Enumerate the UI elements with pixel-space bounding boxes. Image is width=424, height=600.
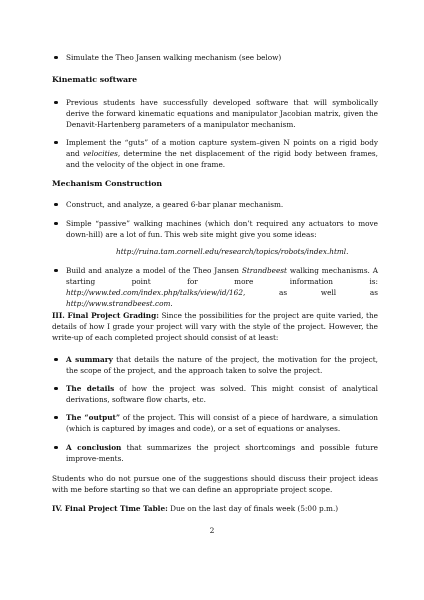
- bullet-icon: [54, 416, 58, 420]
- url-text: http://ruina.tam.cornell.edu/research/topics/robots/index.html.: [116, 247, 349, 256]
- bullet-icon: [54, 222, 58, 226]
- bullet-icon: [54, 101, 58, 105]
- list-item: Build and analyze a model of the Theo Jansen Strandbeest walking mechanisms. A starting point for more information is: http://www.ted.com/index.php/talks/view/id/162, as well as http://www.strandbeest.com.: [52, 265, 378, 309]
- bullet-icon: [54, 446, 58, 450]
- bullet-icon: [54, 269, 58, 273]
- closing-paragraph: Students who do not pursue one of the suggestions should discuss their project ideas with me before starting so that we can define an appropriate project scope.: [52, 474, 378, 494]
- list-item: Previous students have successfully developed software that will symbolically derive the forward kinematic equations and manipulator Jacobian matrix, given the Denavit-Hartenberg parameters of a manipulator mechanism.: [52, 97, 378, 130]
- list-item: Simulate the Theo Jansen walking mechanism (see below): [52, 52, 378, 63]
- bullet-icon: [54, 141, 58, 145]
- list-item: Construct, and analyze, a geared 6-bar planar mechanism.: [52, 199, 378, 210]
- list-item: The “output” of the project. This will consist of a piece of hardware, a simulation (which is captured by images and code), or a set of equations or analyses.: [52, 412, 378, 434]
- list-item: A summary that details the nature of the project, the motivation for the project, the scope of the project, and the approach taken to solve the project.: [52, 354, 378, 376]
- section-heading-kinematic: Kinematic software: [52, 75, 138, 84]
- list-item: A conclusion that summarizes the project shortcomings and possible future improve-ments.: [52, 442, 378, 464]
- list-item: Simple “passive” walking machines (which don’t required any actuators to move down-hill) are a lot of fun. This web site might give you some ideas:: [52, 218, 378, 240]
- bullet-icon: [54, 358, 58, 362]
- list-item: Implement the “guts” of a motion capture system–given N points on a rigid body and velocities, determine the net displacement of the rigid body between frames, and the velocity of the object in one frame.: [52, 137, 378, 170]
- list-item: The details of how the project was solved. This might consist of analytical derivations, software flow charts, etc.: [52, 383, 378, 405]
- bullet-icon: [54, 387, 58, 391]
- section-3-paragraph: III. Final Project Grading: Since the possibilities for the project are quite varied, the details of how I grade your project will vary with the style of the project. However, the write-up of each completed project should consist of at least:: [52, 311, 379, 342]
- section-4-paragraph: IV. Final Project Time Table: Due on the last day of finals week (5:00 p.m.): [52, 504, 339, 513]
- bullet-icon: [54, 203, 58, 207]
- section-heading-mechanism: Mechanism Construction: [52, 179, 163, 188]
- bullet-icon: [54, 56, 58, 60]
- page-number: 2: [209, 526, 215, 535]
